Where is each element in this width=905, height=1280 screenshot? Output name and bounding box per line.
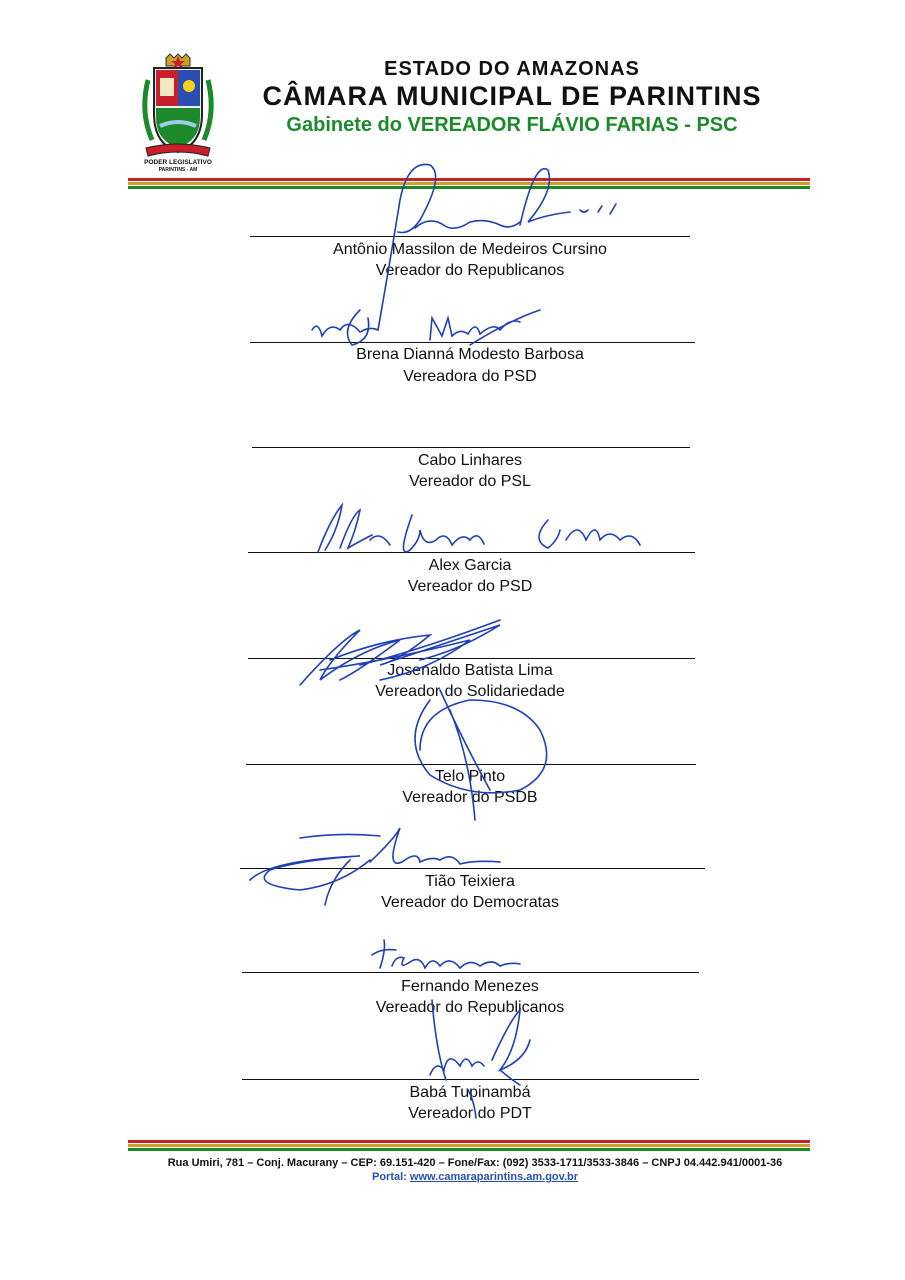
signature-line — [246, 764, 696, 765]
signatory-role: Vereador do PSDB — [402, 789, 538, 806]
signature-2 — [312, 310, 540, 345]
office-heading: Gabinete do VEREADOR FLÁVIO FARIAS - PSC — [286, 114, 738, 136]
signatory-role: Vereador do PSL — [409, 473, 531, 490]
signature-line — [242, 1079, 699, 1080]
signature-line — [242, 972, 699, 973]
signatory-name: Fernando Menezes — [401, 978, 539, 995]
signatory-name: Tião Teixiera — [425, 873, 515, 890]
header-rule-red — [128, 178, 810, 181]
footer-portal — [110, 1171, 840, 1183]
state-heading: ESTADO DO AMAZONAS — [384, 58, 640, 80]
signatory-name: Telo Pinto — [434, 768, 506, 785]
signatory-name: Babá Tupinambá — [409, 1084, 531, 1101]
footer-rule-gold — [128, 1144, 810, 1147]
footer-rule-red — [128, 1140, 810, 1143]
signatory-role: Vereador do Republicanos — [375, 262, 565, 279]
logo-caption-line2: PARINTINS - AM — [158, 167, 198, 172]
footer-rule-green — [128, 1148, 810, 1151]
portal-link[interactable]: www.camaraparintins.am.gov.br — [409, 1171, 578, 1183]
portal-label: Portal: — [371, 1171, 407, 1183]
chamber-heading: CÂMARA MUNICIPAL DE PARINTINS — [262, 81, 762, 111]
signature-line — [248, 552, 695, 553]
signatory-role: Vereador do Democratas — [381, 894, 559, 911]
signature-line — [250, 342, 695, 343]
signatory-role: Vereador do Solidariedade — [375, 683, 565, 700]
coat-of-arms-logo — [126, 52, 230, 172]
signatory-role: Vereador do Republicanos — [375, 999, 565, 1016]
signatory-name: Cabo Linhares — [417, 452, 523, 469]
signature-line — [240, 868, 705, 869]
signatory-name: Alex Garcia — [428, 557, 512, 574]
signatory-role: Vereador do PSD — [407, 578, 533, 595]
logo-caption-line1: PODER LEGISLATIVO — [144, 159, 212, 166]
signatory-name: Antônio Massilon de Medeiros Cursino — [333, 241, 607, 258]
footer-address: Rua Umiri, 781 – Conj. Macurany – CEP: 69.151-420 – Fone/Fax: (092) 3533-1711/3533-3846 – CNPJ 04.442.941/0001-36 — [167, 1157, 783, 1169]
signatory-role: Vereadora do PSD — [403, 368, 537, 385]
signature-line — [252, 447, 690, 448]
signature-7 — [372, 940, 520, 968]
signatory-name: Josenaldo Batista Lima — [387, 662, 553, 679]
header-rule-gold — [128, 182, 810, 185]
signature-line — [248, 658, 695, 659]
signatory-name: Brena Dianná Modesto Barbosa — [356, 346, 584, 363]
signatory-role: Vereador do PDT — [408, 1105, 532, 1122]
header-rule-green — [128, 186, 810, 189]
signature-line — [250, 236, 690, 237]
signature-3 — [318, 505, 640, 552]
